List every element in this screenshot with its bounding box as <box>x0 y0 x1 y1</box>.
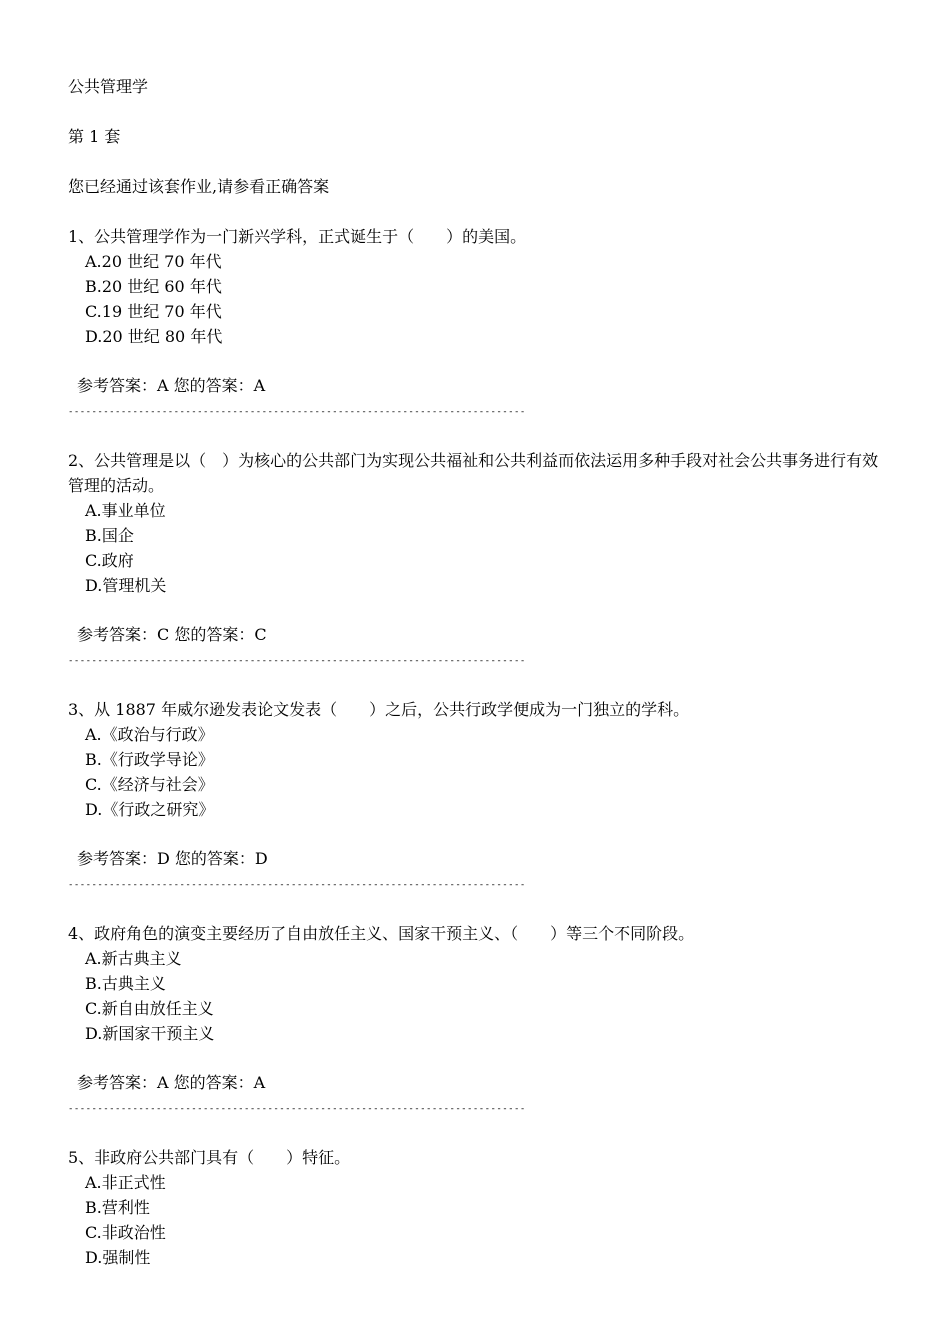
question-stem: 3、从 1887 年威尔逊发表论文发表（ ）之后，公共行政学便成为一门独立的学科。 <box>68 700 690 719</box>
separator: ------------------------------------------------------------------------------ <box>68 656 526 666</box>
answer-line: 参考答案：C 您的答案：C <box>77 625 267 644</box>
question-stem: 2、公共管理是以（ ）为核心的公共部门为实现公共福祉和公共利益而依法运用多种手段对社会公共事务进行有效管理的活动。 <box>68 451 879 495</box>
option-c: C.非政治性 <box>85 1223 166 1242</box>
option-d: D.20 世纪 80 年代 <box>85 327 223 346</box>
separator: ------------------------------------------------------------------------------ <box>68 407 526 417</box>
question-stem: 4、政府角色的演变主要经历了自由放任主义、国家干预主义、（ ）等三个不同阶段。 <box>68 924 695 943</box>
question-stem: 5、非政府公共部门具有（ ）特征。 <box>68 1148 351 1167</box>
option-c: C.新自由放任主义 <box>85 999 214 1018</box>
option-c: C.政府 <box>85 551 134 570</box>
answer-line: 参考答案：D 您的答案：D <box>77 849 268 868</box>
option-d: D.新国家干预主义 <box>85 1024 215 1043</box>
option-b: B.《行政学导论》 <box>85 750 214 769</box>
separator: ------------------------------------------------------------------------------ <box>68 880 526 890</box>
option-c: C.《经济与社会》 <box>85 775 214 794</box>
option-b: B.古典主义 <box>85 974 166 993</box>
answer-line: 参考答案：A 您的答案：A <box>77 376 266 395</box>
option-d: D.《行政之研究》 <box>85 800 215 819</box>
option-a: A.非正式性 <box>85 1173 166 1192</box>
doc-title: 公共管理学 <box>68 77 149 96</box>
separator: ------------------------------------------------------------------------------ <box>68 1104 526 1114</box>
option-b: B.20 世纪 60 年代 <box>85 277 222 296</box>
option-a: A.20 世纪 70 年代 <box>85 252 222 271</box>
set-label: 第 1 套 <box>68 127 121 146</box>
option-a: A.《政治与行政》 <box>85 725 214 744</box>
option-b: B.国企 <box>85 526 134 545</box>
option-b: B.营利性 <box>85 1198 150 1217</box>
question-stem: 1、公共管理学作为一门新兴学科，正式诞生于（ ）的美国。 <box>68 227 527 246</box>
pass-notice: 您已经通过该套作业,请参看正确答案 <box>68 177 330 196</box>
option-c: C.19 世纪 70 年代 <box>85 302 222 321</box>
answer-line: 参考答案：A 您的答案：A <box>77 1073 266 1092</box>
option-d: D.强制性 <box>85 1248 151 1267</box>
option-a: A.新古典主义 <box>85 949 182 968</box>
option-a: A.事业单位 <box>85 501 166 520</box>
option-d: D.管理机关 <box>85 576 167 595</box>
